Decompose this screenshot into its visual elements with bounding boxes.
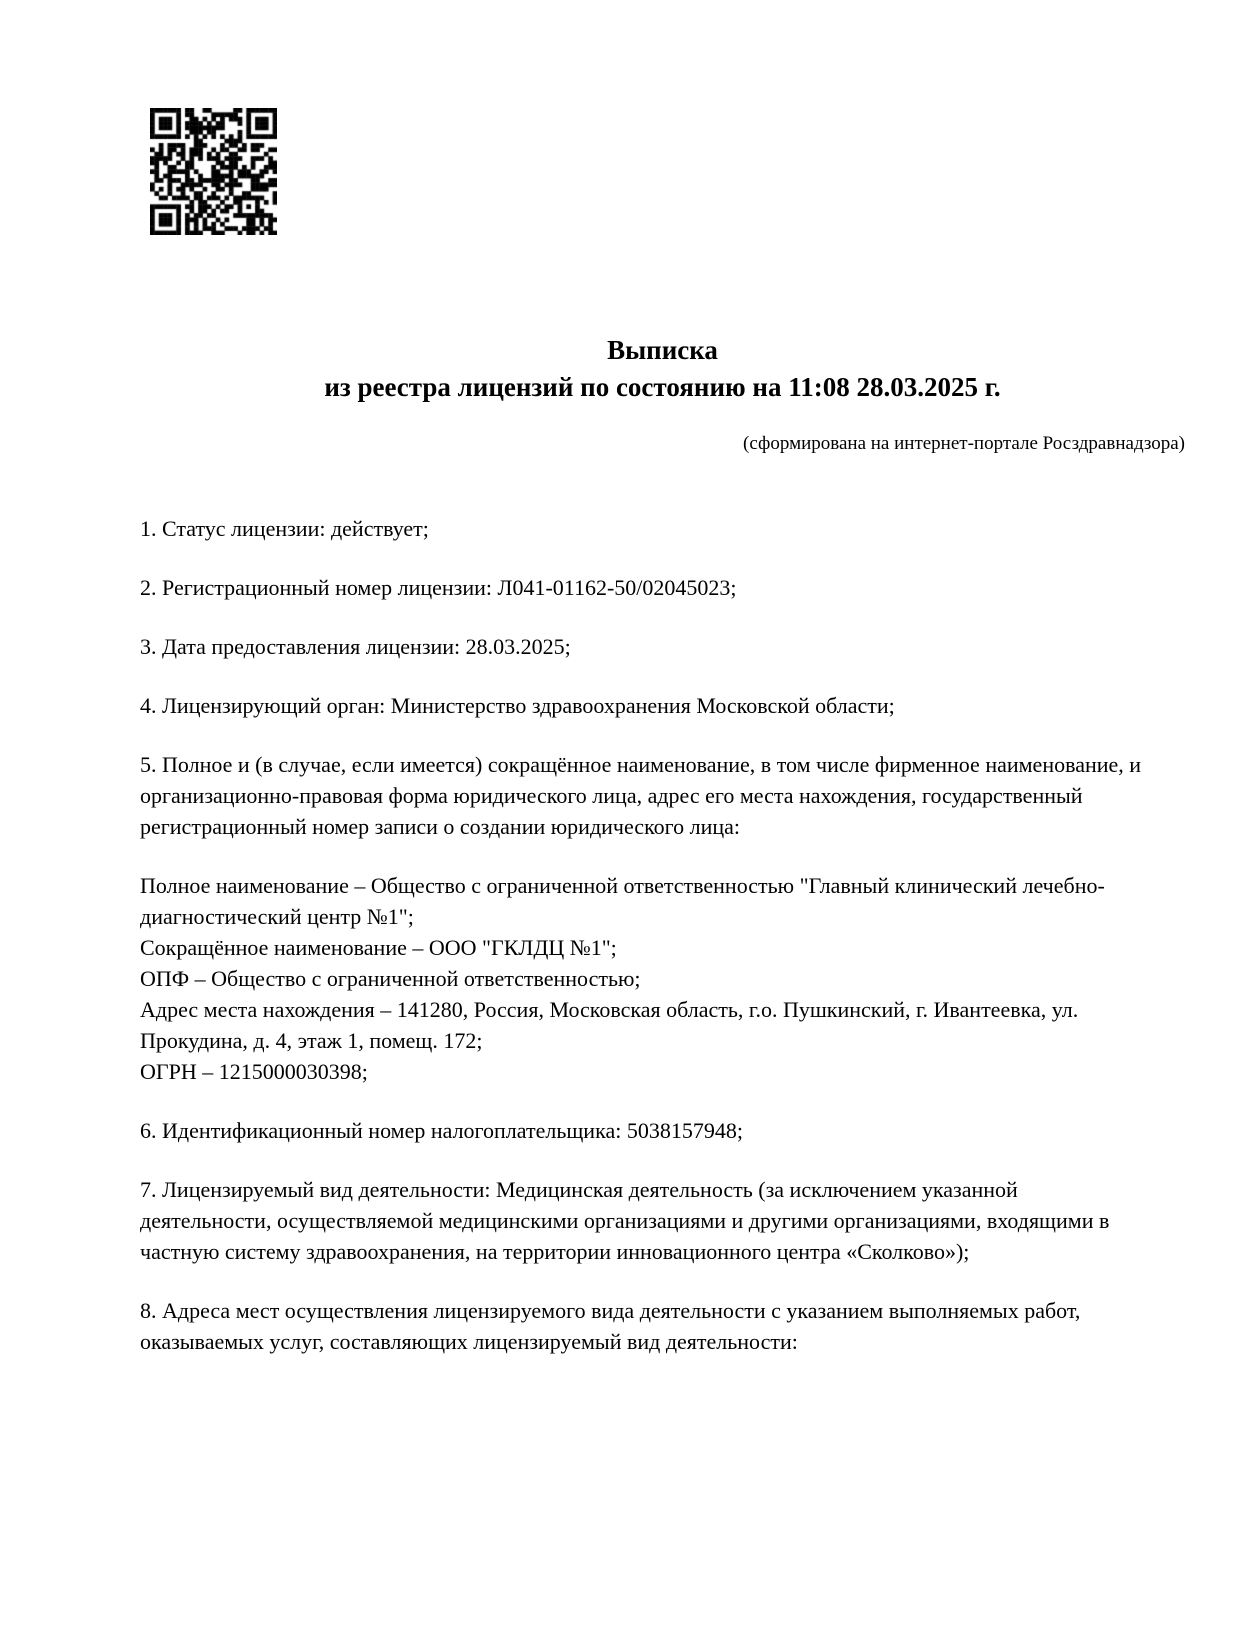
item-licensed-activity: 7. Лицензируемый вид деятельности: Медицинская деятельность (за исключением указанной деятельности, осуществляемой медицинскими организациями и другими организациями, входящими в частную систему здравоохранения, на территории инновационного центра «Сколково»); [140,1177,1110,1264]
page-title [140,332,1185,406]
item-registration-number: 2. Регистрационный номер лицензии: Л041-01162-50/02045023; [140,575,737,600]
item-name-and-form-intro: 5. Полное и (в случае, если имеется) сокращённое наименование, в том числе фирменное наименование, и организационно-правовая форма юридического лица, адрес его места нахождения, государственный регистрационный номер записи о создании юридического лица: [140,752,1142,839]
title-line-2: из реестра лицензий по состоянию на 11:08 28.03.2025 г. [324,372,1001,402]
item-grant-date: 3. Дата предоставления лицензии: 28.03.2025; [140,634,571,659]
detail-full-name: Полное наименование – Общество с ограниченной ответственностью "Главный клинический лечебно-диагностический центр №1"; [140,873,1105,929]
formation-note: (сформирована на интернет-портале Росздравнадзора) [743,433,1185,454]
item-activity-addresses-intro: 8. Адреса мест осуществления лицензируемого вида деятельности с указанием выполняемых работ, оказываемых услуг, составляющих лицензируемый вид деятельности: [140,1298,1081,1354]
detail-legal-form: ОПФ – Общество с ограниченной ответственностью; [140,966,641,991]
item-license-status: 1. Статус лицензии: действует; [140,516,429,541]
document-content [140,0,1185,1385]
item-taxpayer-number: 6. Идентификационный номер налогоплательщика: 5038157948; [140,1118,743,1143]
detail-ogrn: ОГРН – 1215000030398; [140,1059,368,1084]
detail-short-name: Сокращённое наименование – ООО "ГКЛДЦ №1"; [140,935,617,960]
title-line-1: Выписка [607,335,718,365]
document-body [140,513,1152,1357]
detail-address: Адрес места нахождения – 141280, Россия, Московская область, г.о. Пушкинский, г. Ивантеевка, ул. Прокудина, д. 4, этаж 1, помещ. 172; [140,997,1079,1053]
company-details-block [140,870,1152,1087]
item-licensing-authority: 4. Лицензирующий орган: Министерство здравоохранения Московской области; [140,693,895,718]
